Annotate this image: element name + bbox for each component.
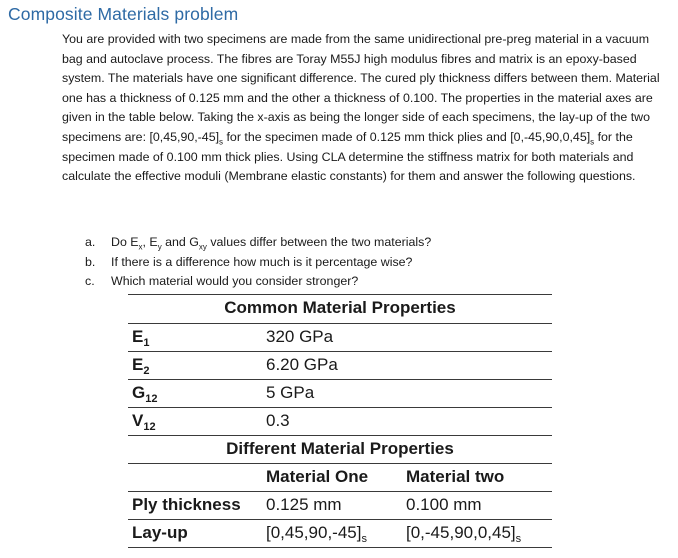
description-part-1: You are provided with two specimens are made from the same unidirectional pre-preg material in a vacuum bag and autoclave process. The fibres are Toray M55J high modulus fibres and matrix is an epoxy-based system. The materials have one significant difference. The cured ply thickness differs between them. Material one has a thickness of 0.125 mm and the other a thickness of 0.100. The properties in the material axes are given in the table below. Taking the x-axis as being the longer side of each specimens, the lay-up of the two specimens are: [0,45,90,-45] xyxy=(62,32,660,144)
question-text: Which material would you consider stronger? xyxy=(111,274,359,289)
property-symbol-e2: $E_2$ xyxy=(132,355,150,377)
question-item-c xyxy=(85,272,431,292)
question-subscript: x xyxy=(138,242,143,252)
description-part-3: for the specimen made of 0.100 mm thick plies. Using CLA determine the stiffness matrix for both materials and calculate the effective moduli (Membrane elastic constants) for them and answer the following questions. xyxy=(62,129,636,184)
question-text: If there is a difference how much is it percentage wise? xyxy=(111,254,413,269)
property-value-e1: 320 GPa xyxy=(266,327,334,346)
lay-up-material-two: $[0,-45,90,0,45]_s$ xyxy=(406,523,522,545)
property-symbol-g12: $G_{12}$ xyxy=(132,383,158,405)
question-letter: b. xyxy=(85,254,96,269)
property-symbol-e1: $E_1$ xyxy=(132,327,150,349)
ply-thickness-material-one: 0.125 mm xyxy=(266,495,342,514)
layup-subscript-2: s xyxy=(590,137,595,147)
ply-thickness-material-two: 0.100 mm xyxy=(406,495,482,514)
row-label-ply-thickness: Ply thickness xyxy=(132,495,241,514)
question-letter: c. xyxy=(85,274,95,289)
common-properties-heading: Common Material Properties xyxy=(224,298,456,317)
table-rule xyxy=(128,351,552,352)
question-text-part: values differ between the two materials? xyxy=(206,235,432,249)
lay-up-material-one: $[0,45,90,-45]_s$ xyxy=(266,523,367,545)
question-text xyxy=(111,233,431,253)
question-text-part: Do E xyxy=(111,235,139,249)
property-value-g12: 5 GPa xyxy=(266,383,315,402)
question-letter: a. xyxy=(85,235,96,249)
table-rule xyxy=(128,547,552,548)
table-rule xyxy=(128,407,552,408)
question-list xyxy=(85,233,431,292)
different-properties-heading: Different Material Properties xyxy=(226,439,454,458)
question-text-part: and G xyxy=(161,235,199,249)
question-subscript: xy xyxy=(198,242,207,252)
table-rule xyxy=(128,323,552,324)
table-rule xyxy=(128,379,552,380)
problem-description xyxy=(62,30,664,187)
property-value-e2: 6.20 GPa xyxy=(266,355,338,374)
column-header-material-one: Material One xyxy=(266,467,369,486)
layup-subscript-1: s xyxy=(219,137,224,147)
page-title: Composite Materials problem xyxy=(8,4,239,24)
column-header-material-two: Material two xyxy=(406,467,505,486)
property-symbol-v12: $V_{12}$ xyxy=(132,411,156,433)
row-label-lay-up: Lay-up xyxy=(132,523,188,542)
question-item-b xyxy=(85,253,431,273)
question-subscript: y xyxy=(157,242,162,252)
question-item-a xyxy=(85,233,431,253)
property-value-v12: 0.3 xyxy=(266,411,290,430)
description-part-2: for the specimen made of 0.125 mm thick plies and [0,-45,90,0,45] xyxy=(223,129,591,144)
question-text-part: , E xyxy=(142,235,158,249)
